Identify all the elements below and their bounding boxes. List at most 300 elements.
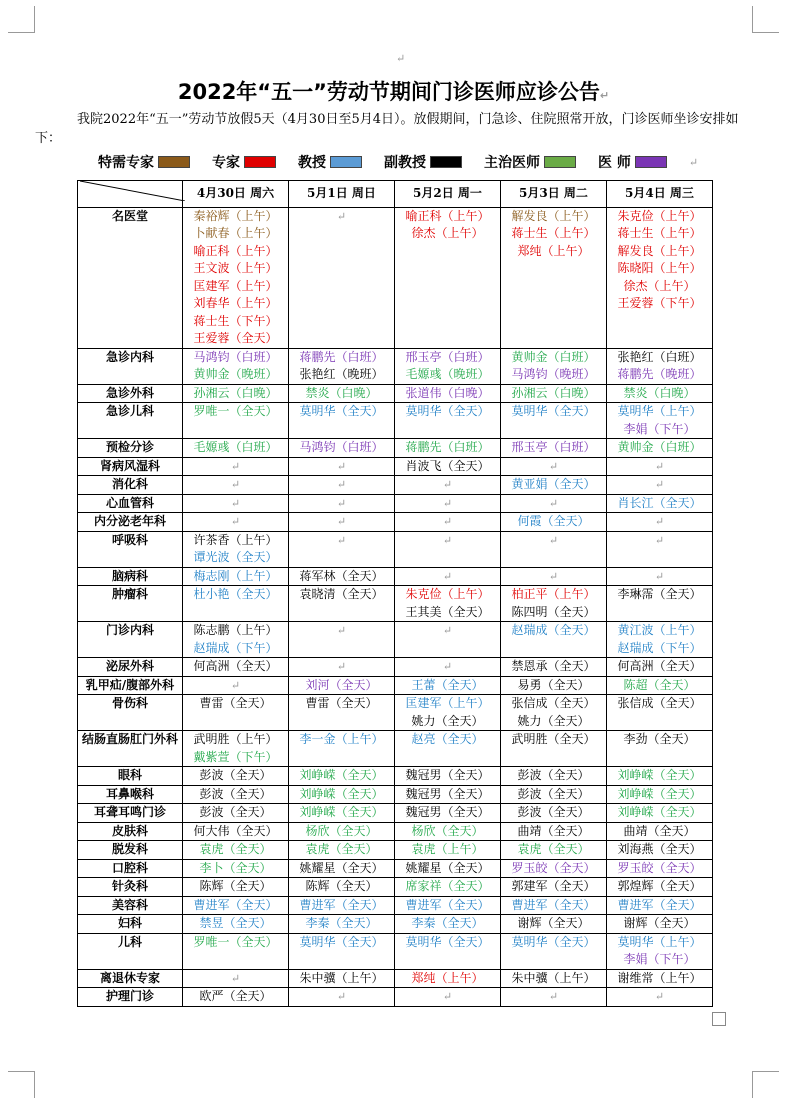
legend-label: 主治医师 xyxy=(484,155,540,171)
doctor-entry: 肖波飞（全天） xyxy=(405,458,490,473)
doctor-entry: 曹进军（全天） xyxy=(617,897,702,912)
schedule-cell xyxy=(607,476,713,495)
doctor-entry: 王爱蓉（全天） xyxy=(193,331,278,345)
doctor-entry: 戴紫萱（下午） xyxy=(193,749,278,764)
color-legend xyxy=(98,152,698,172)
doctor-entry: 李娟（下午） xyxy=(623,952,696,966)
doctor-entry: 朱克俭（上午） xyxy=(617,208,702,223)
paragraph-mark: ↵ xyxy=(548,459,559,473)
table-row xyxy=(78,567,713,586)
schedule-cell xyxy=(501,933,607,969)
department-cell: 儿科 xyxy=(78,933,183,969)
doctor-entry: 谭光波（全天） xyxy=(193,550,278,564)
schedule-cell xyxy=(395,841,501,860)
doctor-entry: 王爱蓉（下午） xyxy=(617,296,702,310)
page-corner-mark xyxy=(752,1071,779,1098)
schedule-cell xyxy=(395,915,501,934)
page-corner-mark xyxy=(8,6,35,33)
schedule-cell xyxy=(289,785,395,804)
doctor-entry: 毛嫄彧（晚班） xyxy=(405,367,490,381)
schedule-cell xyxy=(607,859,713,878)
paragraph-mark: ↵ xyxy=(442,624,453,637)
schedule-cell xyxy=(607,878,713,897)
doctor-entry: 谢辉（全天） xyxy=(517,916,590,930)
doctor-entry: 陈晓阳（上午） xyxy=(617,261,702,275)
doctor-entry: 蒋鹏先（白班） xyxy=(299,349,384,364)
doctor-entry: 罗唯一（全天） xyxy=(193,934,278,949)
legend-swatch xyxy=(430,156,462,168)
doctor-entry: 徐杰（上午） xyxy=(411,226,484,240)
paragraph-mark: ↵ xyxy=(688,155,699,169)
doctor-entry: 李娟（下午） xyxy=(623,421,696,436)
doctor-entry: 陈志鹏（上午） xyxy=(193,623,278,637)
doctor-entry: 蒋士生（下午） xyxy=(193,313,278,328)
table-row xyxy=(78,494,713,513)
legend-swatch xyxy=(244,156,276,168)
table-row xyxy=(78,439,713,458)
doctor-entry: 毛嫄彧（白班） xyxy=(193,440,278,454)
doctor-entry: 朱克俭（上午） xyxy=(405,587,490,601)
doctor-entry: 王蕾（全天） xyxy=(411,677,484,692)
date-header: 4月30日 周六 xyxy=(183,181,289,208)
schedule-cell xyxy=(607,658,713,677)
table-row xyxy=(78,896,713,915)
schedule-cell xyxy=(501,896,607,915)
doctor-entry: 蒋士生（上午） xyxy=(617,226,702,240)
table-row xyxy=(78,841,713,860)
schedule-cell xyxy=(501,384,607,403)
doctor-entry: 刘春华（上午） xyxy=(193,296,278,310)
schedule-cell xyxy=(289,567,395,586)
schedule-cell xyxy=(289,859,395,878)
doctor-entry: 李卜（全天） xyxy=(199,860,272,875)
paragraph-mark: ↵ xyxy=(442,660,453,673)
schedule-cell xyxy=(183,878,289,897)
schedule-cell xyxy=(395,933,501,969)
schedule-cell xyxy=(395,969,501,988)
schedule-cell xyxy=(501,785,607,804)
doctor-entry: 许茶香（上午） xyxy=(193,532,278,547)
doctor-entry: 郭煌辉（全天） xyxy=(617,879,702,893)
doctor-entry: 李一金（上午） xyxy=(299,732,384,746)
table-row xyxy=(78,915,713,934)
schedule-cell xyxy=(183,933,289,969)
legend-item xyxy=(298,152,362,172)
doctor-entry: 袁晓清（全天） xyxy=(299,587,384,601)
schedule-cell xyxy=(183,513,289,532)
paragraph-mark: ↵ xyxy=(548,496,559,510)
doctor-entry: 孙湘云（白晚） xyxy=(193,385,278,400)
schedule-cell xyxy=(289,915,395,934)
doctor-entry: 秦裕辉（上午） xyxy=(193,208,278,223)
paragraph-mark: ↵ xyxy=(654,533,665,547)
schedule-cell xyxy=(183,988,289,1007)
schedule-cell xyxy=(183,531,289,567)
legend-label: 特需专家 xyxy=(98,155,154,171)
schedule-cell xyxy=(501,988,607,1007)
department-cell: 肾病风湿科 xyxy=(78,457,183,476)
schedule-cell xyxy=(501,531,607,567)
doctor-entry: 禁炎（白晚） xyxy=(623,385,696,400)
legend-swatch xyxy=(635,156,667,168)
schedule-cell xyxy=(183,348,289,384)
schedule-cell xyxy=(607,785,713,804)
schedule-cell xyxy=(395,859,501,878)
schedule-cell xyxy=(289,841,395,860)
schedule-cell xyxy=(289,731,395,767)
paragraph-mark: ↵ xyxy=(336,660,347,673)
schedule-cell xyxy=(501,676,607,695)
date-header: 5月2日 周一 xyxy=(395,181,501,208)
paragraph-mark: ↵ xyxy=(548,569,559,583)
schedule-cell xyxy=(395,658,501,677)
paragraph-mark: ↵ xyxy=(230,496,241,510)
end-of-table-marker xyxy=(712,1012,726,1026)
department-cell: 急诊儿科 xyxy=(78,403,183,439)
schedule-cell xyxy=(395,695,501,731)
schedule-cell xyxy=(501,841,607,860)
department-cell: 骨伤科 xyxy=(78,695,183,731)
paragraph-mark: ↵ xyxy=(442,478,453,491)
department-cell: 皮肤科 xyxy=(78,822,183,841)
schedule-cell xyxy=(183,494,289,513)
paragraph-mark: ↵ xyxy=(442,496,453,510)
department-cell: 耳鼻喉科 xyxy=(78,785,183,804)
schedule-body xyxy=(78,207,713,1006)
paragraph-mark: ↵ xyxy=(654,478,665,491)
schedule-cell xyxy=(289,676,395,695)
schedule-cell xyxy=(183,403,289,439)
doctor-entry: 解发良（上午） xyxy=(511,208,596,223)
doctor-entry: 曹进军（全天） xyxy=(299,897,384,912)
doctor-entry: 曲靖（全天） xyxy=(517,823,590,838)
table-header-row xyxy=(78,181,713,208)
doctor-entry: 郭建军（全天） xyxy=(511,879,596,893)
doctor-entry: 武明胜（全天） xyxy=(511,732,596,746)
doctor-entry: 曹进军（全天） xyxy=(405,897,490,912)
schedule-cell xyxy=(607,586,713,622)
paragraph-mark: ↵ xyxy=(442,990,453,1003)
doctor-entry: 孙湘云（白晚） xyxy=(511,385,596,400)
paragraph-mark: ↵ xyxy=(599,89,610,102)
table-row xyxy=(78,731,713,767)
schedule-cell xyxy=(289,439,395,458)
schedule-cell xyxy=(501,878,607,897)
schedule-cell xyxy=(395,878,501,897)
doctor-entry: 罗玉皎（全天） xyxy=(511,860,596,875)
department-cell: 护理门诊 xyxy=(78,988,183,1007)
doctor-entry: 彭波（全天） xyxy=(199,768,272,782)
department-cell: 急诊内科 xyxy=(78,348,183,384)
schedule-cell xyxy=(395,731,501,767)
doctor-entry: 李琳霈（全天） xyxy=(617,587,702,601)
paragraph-mark: ↵ xyxy=(336,990,347,1003)
schedule-cell xyxy=(183,476,289,495)
doctor-entry: 曹进军（全天） xyxy=(511,897,596,912)
table-row xyxy=(78,207,713,348)
paragraph-mark: ↵ xyxy=(230,459,241,473)
doctor-entry: 黄亚娟（全天） xyxy=(511,477,596,491)
schedule-cell xyxy=(183,676,289,695)
department-cell: 急诊外科 xyxy=(78,384,183,403)
table-row xyxy=(78,878,713,897)
schedule-cell xyxy=(289,457,395,476)
schedule-cell xyxy=(395,586,501,622)
doctor-entry: 欧严（全天） xyxy=(199,989,272,1003)
paragraph-mark: ↵ xyxy=(336,459,347,473)
schedule-cell xyxy=(183,915,289,934)
legend-label: 副教授 xyxy=(384,155,426,171)
schedule-cell xyxy=(395,988,501,1007)
department-cell: 耳聋耳鸣门诊 xyxy=(78,804,183,823)
schedule-cell xyxy=(607,439,713,458)
schedule-cell xyxy=(289,695,395,731)
doctor-entry: 曲靖（全天） xyxy=(623,823,696,838)
schedule-cell xyxy=(607,403,713,439)
doctor-entry: 王其美（全天） xyxy=(405,604,490,619)
table-row xyxy=(78,622,713,658)
doctor-entry: 蒋士生（上午） xyxy=(511,226,596,240)
schedule-cell xyxy=(501,207,607,348)
schedule-cell xyxy=(607,933,713,969)
schedule-cell xyxy=(607,622,713,658)
schedule-cell xyxy=(289,969,395,988)
table-row xyxy=(78,859,713,878)
schedule-cell xyxy=(289,804,395,823)
schedule-cell xyxy=(183,384,289,403)
doctor-entry: 莫明华（全天） xyxy=(299,404,384,418)
schedule-cell xyxy=(289,494,395,513)
schedule-cell xyxy=(183,896,289,915)
doctor-entry: 马鸿钧（白班） xyxy=(299,440,384,454)
department-cell: 心血管科 xyxy=(78,494,183,513)
schedule-cell xyxy=(395,896,501,915)
legend-swatch xyxy=(330,156,362,168)
schedule-cell xyxy=(501,439,607,458)
doctor-entry: 刘峥嵘（全天） xyxy=(617,805,702,819)
doctor-entry: 谢辉（全天） xyxy=(623,916,696,930)
doctor-entry: 刘峥嵘（全天） xyxy=(617,768,702,782)
doctor-entry: 朱中骥（上午） xyxy=(511,970,596,985)
doctor-entry: 武明胜（上午） xyxy=(193,732,278,746)
table-row xyxy=(78,767,713,786)
paragraph-mark: ↵ xyxy=(442,515,453,528)
doctor-entry: 魏冠男（全天） xyxy=(405,768,490,782)
department-cell: 消化科 xyxy=(78,476,183,495)
schedule-cell xyxy=(289,878,395,897)
schedule-cell xyxy=(183,567,289,586)
department-cell: 美容科 xyxy=(78,896,183,915)
table-row xyxy=(78,513,713,532)
legend-swatch xyxy=(544,156,576,168)
date-header: 5月1日 周日 xyxy=(289,181,395,208)
schedule-cell xyxy=(395,767,501,786)
doctor-entry: 刘峥嵘（全天） xyxy=(299,805,384,819)
doctor-entry: 赵亮（全天） xyxy=(411,732,484,746)
schedule-cell xyxy=(183,841,289,860)
paragraph-mark: ↵ xyxy=(548,990,559,1003)
doctor-entry: 邢玉亭（白班） xyxy=(511,440,596,454)
doctor-entry: 席家祥（全天） xyxy=(405,879,490,893)
schedule-cell xyxy=(395,785,501,804)
schedule-cell xyxy=(607,676,713,695)
page-corner-mark xyxy=(8,1071,35,1098)
schedule-cell xyxy=(607,457,713,476)
department-cell: 泌尿外科 xyxy=(78,658,183,677)
schedule-cell xyxy=(289,822,395,841)
doctor-entry: 肖长江（全天） xyxy=(617,495,702,510)
table-row xyxy=(78,785,713,804)
schedule-cell xyxy=(395,567,501,586)
schedule-cell xyxy=(501,567,607,586)
table-row xyxy=(78,476,713,495)
paragraph-mark: ↵ xyxy=(336,496,347,510)
schedule-cell xyxy=(607,822,713,841)
doctor-entry: 李秦（全天） xyxy=(305,916,378,930)
schedule-cell xyxy=(501,586,607,622)
schedule-cell xyxy=(501,767,607,786)
schedule-cell xyxy=(289,348,395,384)
doctor-entry: 莫明华（上午） xyxy=(617,934,702,949)
department-cell: 肿瘤科 xyxy=(78,586,183,622)
schedule-cell xyxy=(607,767,713,786)
doctor-entry: 匡建军（上午） xyxy=(193,278,278,293)
schedule-cell xyxy=(607,494,713,513)
schedule-cell xyxy=(395,457,501,476)
schedule-cell xyxy=(289,531,395,567)
schedule-cell xyxy=(607,988,713,1007)
legend-item xyxy=(212,152,276,172)
schedule-cell xyxy=(183,622,289,658)
doctor-entry: 喻正科（上午） xyxy=(193,243,278,258)
paragraph-mark: ↵ xyxy=(442,533,453,547)
doctor-entry: 张艳红（白班） xyxy=(617,349,702,364)
schedule-cell xyxy=(183,785,289,804)
paragraph-mark: ↵ xyxy=(230,478,241,491)
doctor-entry: 匡建军（上午） xyxy=(405,696,490,710)
doctor-entry: 莫明华（全天） xyxy=(511,404,596,418)
doctor-entry: 莫明华（全天） xyxy=(299,934,384,949)
doctor-entry: 张信成（全天） xyxy=(511,696,596,710)
schedule-cell xyxy=(607,915,713,934)
paragraph-mark: ↵ xyxy=(654,515,665,528)
doctor-entry: 袁虎（全天） xyxy=(199,842,272,856)
schedule-cell xyxy=(289,622,395,658)
schedule-cell xyxy=(183,767,289,786)
table-row xyxy=(78,658,713,677)
schedule-cell xyxy=(501,658,607,677)
schedule-cell xyxy=(501,348,607,384)
doctor-entry: 陈四明（全天） xyxy=(511,604,596,619)
schedule-cell xyxy=(395,622,501,658)
schedule-cell xyxy=(395,676,501,695)
doctor-entry: 禁炎（白晚） xyxy=(305,385,378,400)
legend-label: 专家 xyxy=(212,155,240,171)
doctor-entry: 莫明华（全天） xyxy=(405,934,490,949)
legend-item xyxy=(598,152,667,172)
doctor-entry: 莫明华（全天） xyxy=(511,934,596,949)
paragraph-mark: ↵ xyxy=(230,971,241,985)
doctor-entry: 魏冠男（全天） xyxy=(405,805,490,819)
schedule-cell xyxy=(607,841,713,860)
doctor-entry: 姚耀星（全天） xyxy=(405,860,490,875)
page-title xyxy=(0,76,787,106)
schedule-cell xyxy=(183,457,289,476)
doctor-entry: 禁昱（全天） xyxy=(199,916,272,930)
doctor-entry: 袁虎（上午） xyxy=(411,842,484,856)
schedule-cell xyxy=(183,969,289,988)
doctor-entry: 杨欣（全天） xyxy=(305,823,378,838)
doctor-entry: 蒋鹏先（晚班） xyxy=(617,367,702,381)
paragraph-mark: ↵ xyxy=(548,533,559,547)
doctor-entry: 刘峥嵘（全天） xyxy=(299,768,384,782)
paragraph-mark: ↵ xyxy=(336,533,347,547)
schedule-cell xyxy=(607,348,713,384)
doctor-entry: 邢玉亭（白班） xyxy=(405,349,490,364)
legend-label: 医 师 xyxy=(598,155,631,171)
schedule-cell xyxy=(395,348,501,384)
schedule-cell xyxy=(607,207,713,348)
schedule-cell xyxy=(183,804,289,823)
schedule-table xyxy=(77,180,713,1007)
doctor-entry: 卜献春（上午） xyxy=(193,226,278,240)
doctor-entry: 张道伟（白晚） xyxy=(405,385,490,400)
schedule-cell xyxy=(501,513,607,532)
department-cell: 妇科 xyxy=(78,915,183,934)
doctor-entry: 何高洲（全天） xyxy=(193,659,278,673)
schedule-cell xyxy=(607,384,713,403)
doctor-entry: 李劲（全天） xyxy=(623,732,696,746)
corner-header-cell xyxy=(78,181,183,208)
department-cell: 脱发科 xyxy=(78,841,183,860)
doctor-entry: 彭波（全天） xyxy=(199,786,272,801)
page-corner-mark xyxy=(752,6,779,33)
schedule-cell xyxy=(607,731,713,767)
doctor-entry: 彭波（全天） xyxy=(199,805,272,819)
doctor-entry: 解发良（上午） xyxy=(617,243,702,258)
legend-swatch xyxy=(158,156,190,168)
paragraph-mark: ↵ xyxy=(336,624,347,637)
doctor-entry: 何霞（全天） xyxy=(517,514,590,528)
schedule-cell xyxy=(395,439,501,458)
doctor-entry: 袁虎（全天） xyxy=(305,842,378,856)
doctor-entry: 易勇（全天） xyxy=(517,677,590,692)
paragraph-mark: ↵ xyxy=(396,52,406,65)
doctor-entry: 姚力（全天） xyxy=(517,713,590,728)
schedule-cell xyxy=(607,969,713,988)
doctor-entry: 彭波（全天） xyxy=(517,805,590,819)
schedule-cell xyxy=(501,804,607,823)
doctor-entry: 赵瑞成（下午） xyxy=(617,640,702,655)
doctor-entry: 黄帅金（晚班） xyxy=(193,367,278,381)
doctor-entry: 罗唯一（全天） xyxy=(193,404,278,418)
schedule-cell xyxy=(289,513,395,532)
schedule-cell xyxy=(501,915,607,934)
schedule-cell xyxy=(183,586,289,622)
doctor-entry: 陈超（全天） xyxy=(623,677,696,692)
schedule-cell xyxy=(395,531,501,567)
schedule-cell xyxy=(501,457,607,476)
table-row xyxy=(78,804,713,823)
doctor-entry: 张艳红（晚班） xyxy=(299,367,384,381)
department-cell: 眼科 xyxy=(78,767,183,786)
doctor-entry: 魏冠男（全天） xyxy=(405,786,490,801)
doctor-entry: 禁恩承（全天） xyxy=(511,659,596,673)
doctor-entry: 梅志刚（上午） xyxy=(193,568,278,583)
doctor-entry: 杜小艳（全天） xyxy=(193,587,278,601)
doctor-entry: 刘海燕（全天） xyxy=(617,842,702,856)
paragraph-mark: ↵ xyxy=(654,569,665,583)
